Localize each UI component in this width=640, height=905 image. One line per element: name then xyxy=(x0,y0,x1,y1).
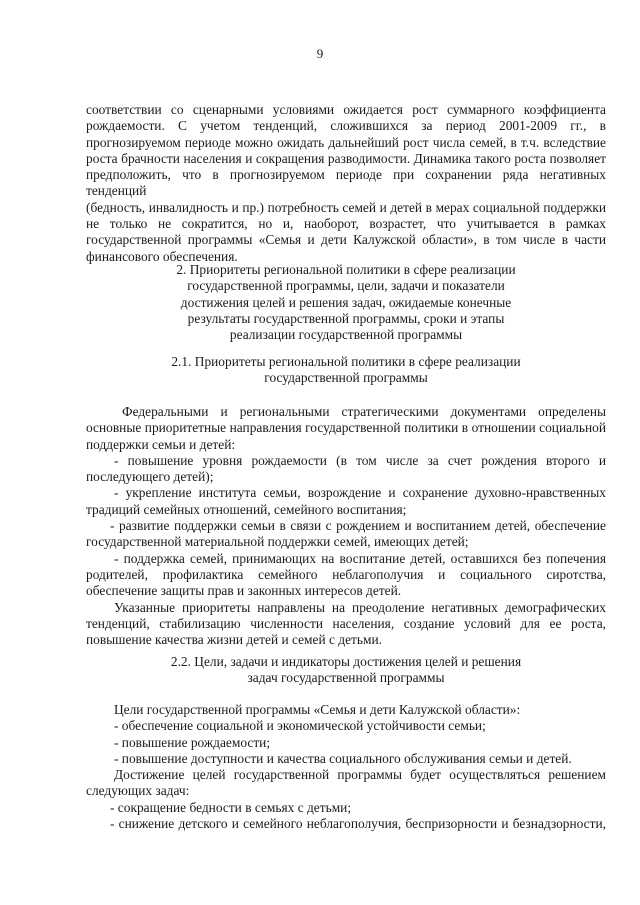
text-line: традиций семейных отношений, семейного воспитания; xyxy=(86,501,407,517)
heading-line: 2.2. Цели, задачи и индикаторы достижения целей и решения xyxy=(170,654,522,669)
text-line: предположить, что в прогнозируемом периоде при сохранении ряда негативных тенденций xyxy=(86,167,606,199)
section-2-1-heading xyxy=(86,354,606,387)
intro-paragraph xyxy=(86,102,606,265)
text-line: Указанные приоритеты направлены на преодоление негативных демографических xyxy=(114,599,606,615)
text-line: прогнозируемом периоде можно ожидать дальнейший рост числа семей, в т.ч. вследствие xyxy=(86,134,606,150)
list-item: - снижение детского и семейного неблагополучия, беспризорности и безнадзорности, xyxy=(110,816,606,832)
list-item xyxy=(86,551,606,600)
text-line: государственной материальной поддержки семей, имеющих детей; xyxy=(86,534,469,550)
list-item xyxy=(86,518,606,551)
text-line: - повышение уровня рождаемости (в том числе за счет рождения второго и xyxy=(114,452,606,468)
text-line: основные приоритетные направления государственной политики в отношении социальной xyxy=(86,420,606,436)
text-line: не только не сократится, но и, наоборот, возрастет, что учитывается в рамках xyxy=(86,216,606,232)
text-line: повышение качества жизни детей и семей с детьми. xyxy=(86,632,382,648)
text-line: Федеральными и региональными стратегическими документами определены xyxy=(122,404,606,419)
heading-line: результаты государственной программы, сроки и этапы xyxy=(187,310,505,326)
text-line: родителей, профилактика семейного неблагополучия и социального сиротства, xyxy=(86,566,606,582)
text-line: тенденций, стабилизацию численности населения, создание условий для ее роста, xyxy=(86,615,606,631)
text-line: - поддержка семей, принимающих на воспитание детей, оставшихся без попечения xyxy=(114,550,606,566)
section-2-heading xyxy=(86,262,606,343)
text-line: обеспечение защиты прав и законных интересов детей. xyxy=(86,583,402,599)
text-line: (бедность, инвалидность и пр.) потребность семей и детей в мерах социальной поддержки xyxy=(86,199,606,215)
list-item: - сокращение бедности в семьях с детьми; xyxy=(110,799,352,815)
text-line: - развитие поддержки семьи в связи с рождением и воспитанием детей, обеспечение xyxy=(110,518,606,534)
paragraph xyxy=(86,404,606,453)
list-item xyxy=(86,485,606,518)
list-item: - повышение рождаемости; xyxy=(114,734,271,750)
list-item: - повышение доступности и качества социального обслуживания семьи и детей. xyxy=(114,750,572,766)
text-line: последующего детей); xyxy=(86,469,214,485)
section-2-1-body xyxy=(86,404,606,648)
list-item xyxy=(86,453,606,486)
heading-line: государственной программы, цели, задачи и показатели xyxy=(187,278,505,294)
text-line: поддержки семьи и детей: xyxy=(86,436,236,452)
goals-section xyxy=(86,702,606,832)
paragraph xyxy=(86,600,606,649)
goals-intro: Цели государственной программы «Семья и дети Калужской области»: xyxy=(114,702,521,717)
list-item: - обеспечение социальной и экономической устойчивости семьи; xyxy=(114,718,486,734)
heading-line: 2.1. Приоритеты региональной политики в сфере реализации xyxy=(171,354,521,369)
page-number: 9 xyxy=(316,46,324,61)
text-line: финансового обеспечения. xyxy=(86,248,238,264)
text-line: государственной программы «Семья и дети Калужской области», в том числе в части xyxy=(86,232,606,248)
text-line: следующих задач: xyxy=(86,783,190,799)
text-line: Достижение целей государственной программы будет осуществляться решением xyxy=(114,767,606,783)
text-line: роста брачности населения и сокращения разводимости. Динамика такого роста позволяет xyxy=(86,150,606,166)
heading-line: реализации государственной программы xyxy=(229,327,463,343)
text-line: - укрепление института семьи, возрождение и сохранение духовно-нравственных xyxy=(114,485,606,501)
heading-line: государственной программы xyxy=(264,370,428,386)
section-2-2-heading xyxy=(86,654,606,687)
heading-line: достижения целей и решения задач, ожидаемые конечные xyxy=(180,294,512,310)
text-line: соответствии со сценарными условиями ожидается рост суммарного коэффициента xyxy=(86,102,606,117)
text-line: рождаемости. С учетом тенденций, сложившихся за период 2001-2009 гг., в xyxy=(86,118,606,134)
heading-line: 2. Приоритеты региональной политики в сфере реализации xyxy=(176,262,516,277)
heading-line: задач государственной программы xyxy=(247,670,445,686)
